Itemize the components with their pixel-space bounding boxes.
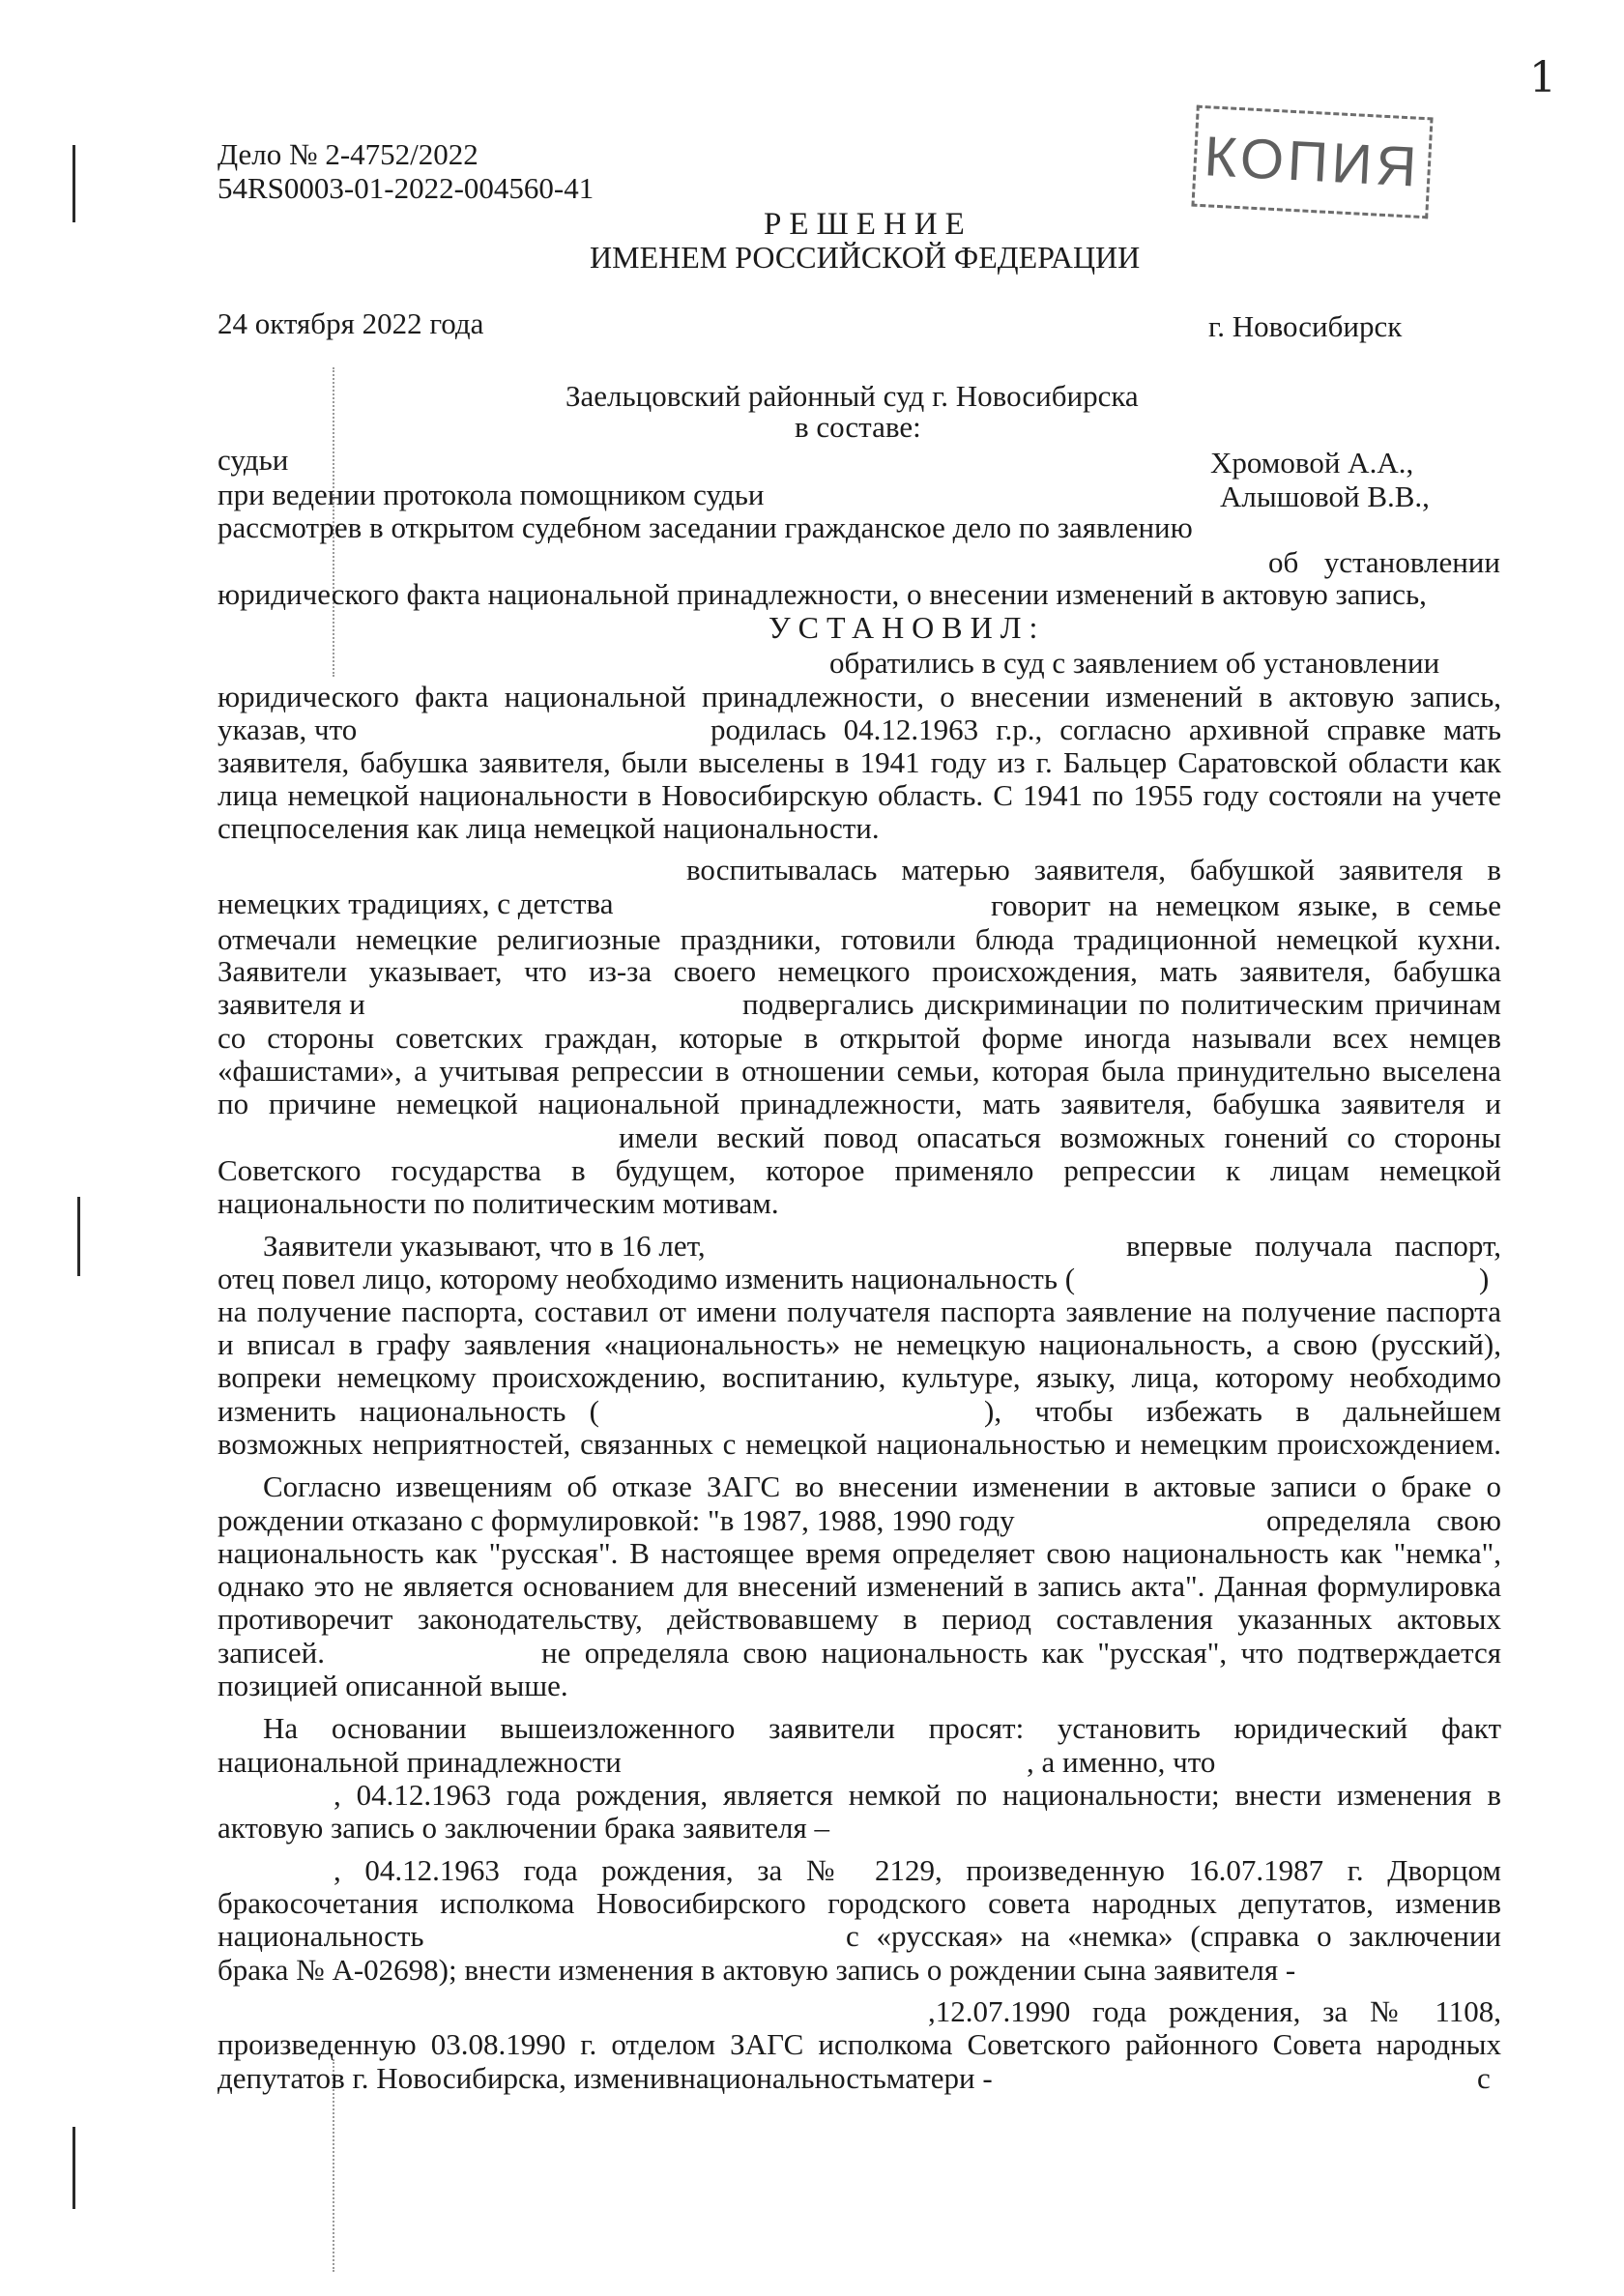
text-line: со стороны советских граждан, которые в открытой форме иногда называли всех немцев [218,1021,1501,1055]
text-line: депутатов г. Новосибирска, изменивнациональностьматери - [218,2061,993,2095]
margin-mark [72,145,75,222]
text-line: заявителя, бабушка заявителя, были выселены в 1941 году из г. Бальцер Саратовской области как [218,745,1501,779]
decision-city: г. Новосибирск [1208,309,1403,343]
intro-line: юридического факта национальной принадлежности, о внесении изменений в актовую запись, [218,577,1427,611]
text-line: Согласно извещениям об отказе ЗАГС во внесении изменении в актовые записи о браке о [263,1469,1501,1503]
text-line: лица немецкой национальности в Новосибирскую область. С 1941 по 1955 году состояли на учете [218,778,1501,812]
text-line: , 04.12.1963 года рождения, за № 2129, произведенную 16.07.1987 г. Дворцом [334,1853,1501,1887]
text-line: брака № А-02698); внести изменения в актовую запись о рождении сына заявителя - [218,1953,1296,1987]
text-line: имели веский повод опасаться возможных гонений со стороны [619,1120,1501,1154]
text-line: ), чтобы избежать в дальнейшем [984,1394,1501,1428]
text-line: бракосочетания исполкома Новосибирского городского совета народных депутатов, изменив [218,1886,1501,1920]
text-line: национальной принадлежности [218,1745,622,1779]
decision-date: 24 октября 2022 года [218,306,484,340]
court-name: Заельцовский районный суд г. Новосибирска [566,379,1139,413]
text-line: не определяла свою национальность как "русская", что подтверждается [541,1636,1501,1670]
text-line: ,12.07.1990 года рождения, за № 1108, [928,1994,1501,2028]
section-heading: УСТАНОВИЛ: [768,610,1046,645]
text-line: юридического факта национальной принадлежности, о внесении изменений в актовую запись, [218,680,1501,713]
text-line: с «русская» на «немка» (справка о заключении [846,1919,1501,1953]
margin-mark [77,1197,80,1276]
text-line: , 04.12.1963 года рождения, является немкой по национальности; внести изменения в [334,1778,1501,1812]
document-subtitle: ИМЕНЕМ РОССИЙСКОЙ ФЕДЕРАЦИИ [590,240,1141,275]
text-line: отмечали немецкие религиозные праздники, готовили блюда традиционной немецкой кухни. [218,922,1501,956]
text-line: и вписал в графу заявления «национальность» не немецкую национальность, а свою (русский), [218,1327,1501,1361]
text-line: ) [1479,1262,1490,1295]
text-line: однако это не является основанием для внесений изменений в запись акта". Данная формулировка [218,1569,1501,1603]
text-line: на получение паспорта, составил от имени получателя паспорта заявление на получение паспорта [218,1294,1501,1328]
text-line: немецких традициях, с детства [218,886,614,920]
text-line: с [1477,2061,1491,2095]
text-line: родилась 04.12.1963 г.р., согласно архивной справке мать [710,712,1501,746]
case-id: 54RS0003-01-2022-004560-41 [218,171,594,205]
text-line: спецпоселения как лица немецкой национальности. [218,811,880,845]
text-line: актовую запись о заключении брака заявителя – [218,1811,830,1845]
intro-line: рассмотрев в открытом судебном заседании гражданское дело по заявлению [218,510,1193,544]
text-line: рождении отказано с формулировкой: "в 1987, 1988, 1990 году [218,1503,1015,1537]
text-line: позицией описанной выше. [218,1669,568,1702]
text-line: Советского государства в будущем, которое применяло репрессии к лицам немецкой [218,1153,1501,1187]
text-line: На основании вышеизложенного заявители просят: установить юридический факт [263,1711,1501,1745]
court-composition: в составе: [795,410,921,444]
text-line: национальности по политическим мотивам. [218,1186,779,1220]
text-line: воспитывалась матерью заявителя, бабушкой заявителя в [686,853,1501,886]
text-line: национальность [218,1919,424,1953]
text-line: национальность как "русская". В настоящее время определяет свою национальность как "немка", [218,1536,1501,1570]
text-line: по причине немецкой национальной принадлежности, мать заявителя, бабушка заявителя и [218,1087,1501,1120]
text-line: впервые получала паспорт, [1126,1229,1501,1263]
text-line: обратились в суд с заявлением об установлении [829,646,1440,680]
text-line: возможных неприятностей, связанных с немецкой национальностью и немецким происхождением. [218,1427,1501,1461]
text-line: противоречит законодательству, действовавшему в период составления указанных актовых [218,1602,1501,1636]
copy-stamp: КОПИЯ [1191,105,1433,219]
text-line: «фашистами», а учитывая репрессии в отношении семьи, которая была принудительно выселена [218,1054,1501,1088]
text-line: , а именно, что [1027,1745,1216,1779]
document-title: РЕШЕНИЕ [764,207,972,242]
secretary-label: при ведении протокола помощником судьи [218,478,765,511]
text-line: Заявители указывают, что в 16 лет, [263,1229,706,1263]
case-number: Дело № 2-4752/2022 [218,137,478,171]
text-line: изменить национальность ( [218,1394,599,1428]
text-line: произведенную 03.08.1990 г. отделом ЗАГС исполкома Советского районного Совета народных [218,2027,1501,2061]
text-line: отец повел лицо, которому необходимо изменить национальность ( [218,1262,1076,1295]
judge-name: Хромовой А.А., [1210,446,1414,480]
judge-label: судьи [218,443,289,477]
text-line: заявителя и [218,987,365,1021]
margin-mark [72,2127,75,2209]
text-line: вопреки немецкому происхождению, воспитанию, культуре, языку, лица, которому необходимо [218,1360,1501,1394]
text-line: указав, что [218,712,358,746]
text-line: записей. [218,1636,326,1670]
text-line: говорит на немецком языке, в семье [991,888,1501,922]
intro-line: об установлении [1268,545,1500,579]
text-line: Заявители указывает, что из-за своего немецкого происхождения, мать заявителя, бабушка [218,954,1501,988]
text-line: определяла свою [1266,1503,1501,1537]
text-line: подвергались дискриминации по политическим причинам [742,987,1501,1021]
secretary-name: Алышовой В.В., [1220,480,1430,513]
page-number: 1 [1529,53,1556,102]
